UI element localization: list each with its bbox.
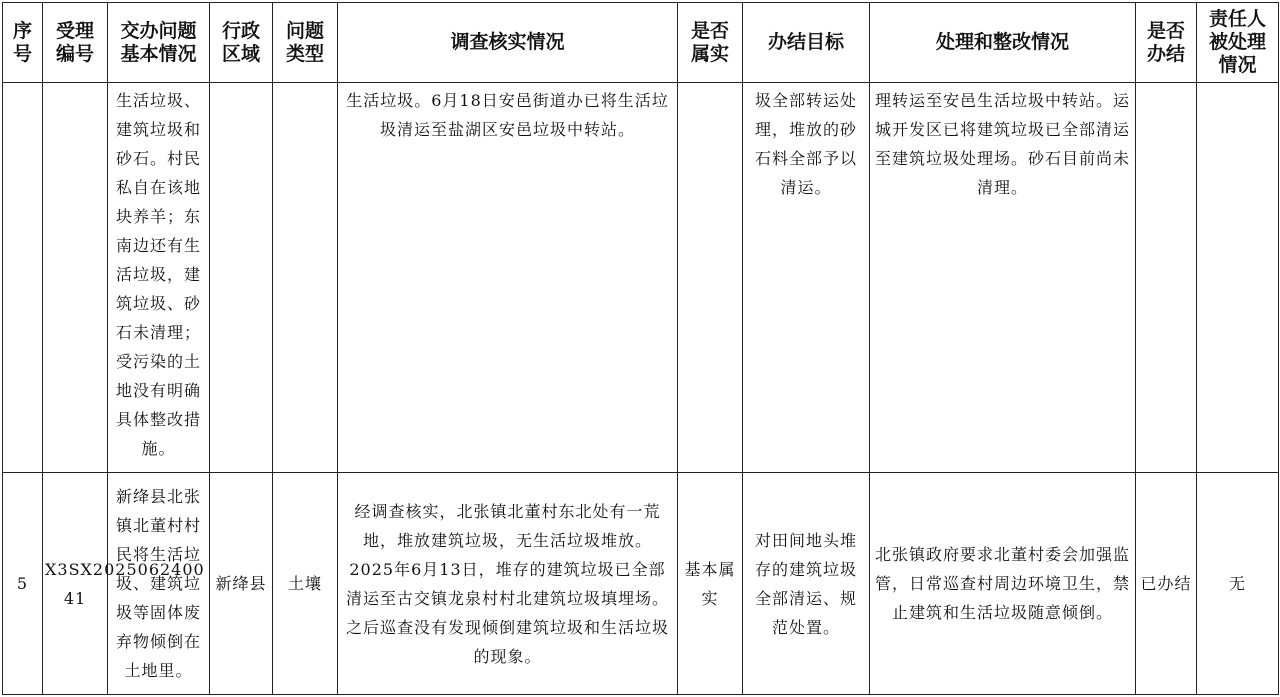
cell-handling: 北张镇政府要求北董村委会加强监管，日常巡查村周边环境卫生，禁止建筑和生活垃圾随意倾倒。 [870, 473, 1136, 695]
table-row-5 [3, 473, 1279, 695]
header-seq: 序号 [3, 3, 43, 83]
header-accountability: 责任人被处理情况 [1197, 3, 1279, 83]
header-region: 行政区域 [210, 3, 273, 83]
table-row-continued [3, 83, 1279, 473]
header-goal: 办结目标 [743, 3, 870, 83]
cell-issue: 新绛县北张镇北董村村民将生活垃圾、建筑垃圾等固体废弃物倾倒在土地里。 [108, 473, 210, 695]
header-row [3, 3, 1279, 83]
header-issue: 交办问题基本情况 [108, 3, 210, 83]
cell-region: 新绛县 [210, 473, 273, 695]
cell-investigation: 经调查核实，北张镇北董村东北处有一荒地，堆放建筑垃圾，无生活垃圾堆放。2025年6月13日，堆存的建筑垃圾已全部清运至古交镇龙泉村村北建筑垃圾填埋场。之后巡查没有发现倾倒建筑垃圾和生活垃圾的现象。 [338, 473, 678, 695]
header-accept-no: 受理编号 [43, 3, 108, 83]
cell-accept-no: X3SX2025062400 41 [43, 473, 108, 695]
cell-verified: 基本属实 [678, 473, 743, 695]
cell-goal: 对田间地头堆存的建筑垃圾全部清运、规范处置。 [743, 473, 870, 695]
cell-accountability: 无 [1197, 473, 1279, 695]
cell-issue: 生活垃圾、建筑垃圾和砂石。村民私自在该地块养羊；东南边还有生活垃圾，建筑垃圾、砂石未清理；受污染的土地没有明确具体整改措施。 [108, 83, 210, 473]
cell-handling: 理转运至安邑生活垃圾中转站。运城开发区已将建筑垃圾已全部清运至建筑垃圾处理场。砂石目前尚未清理。 [870, 83, 1136, 473]
cell-closed: 已办结 [1136, 473, 1197, 695]
cell-seq: 5 [3, 473, 43, 695]
header-type: 问题类型 [273, 3, 338, 83]
cell-investigation: 生活垃圾。6月18日安邑街道办已将生活垃圾清运至盐湖区安邑垃圾中转站。 [338, 83, 678, 473]
header-closed: 是否办结 [1136, 3, 1197, 83]
header-investigation: 调查核实情况 [338, 3, 678, 83]
header-verified: 是否属实 [678, 3, 743, 83]
cell-goal: 圾全部转运处理，堆放的砂石料全部予以清运。 [743, 83, 870, 473]
cell-type: 土壤 [273, 473, 338, 695]
header-handling: 处理和整改情况 [870, 3, 1136, 83]
case-table [2, 2, 1279, 695]
